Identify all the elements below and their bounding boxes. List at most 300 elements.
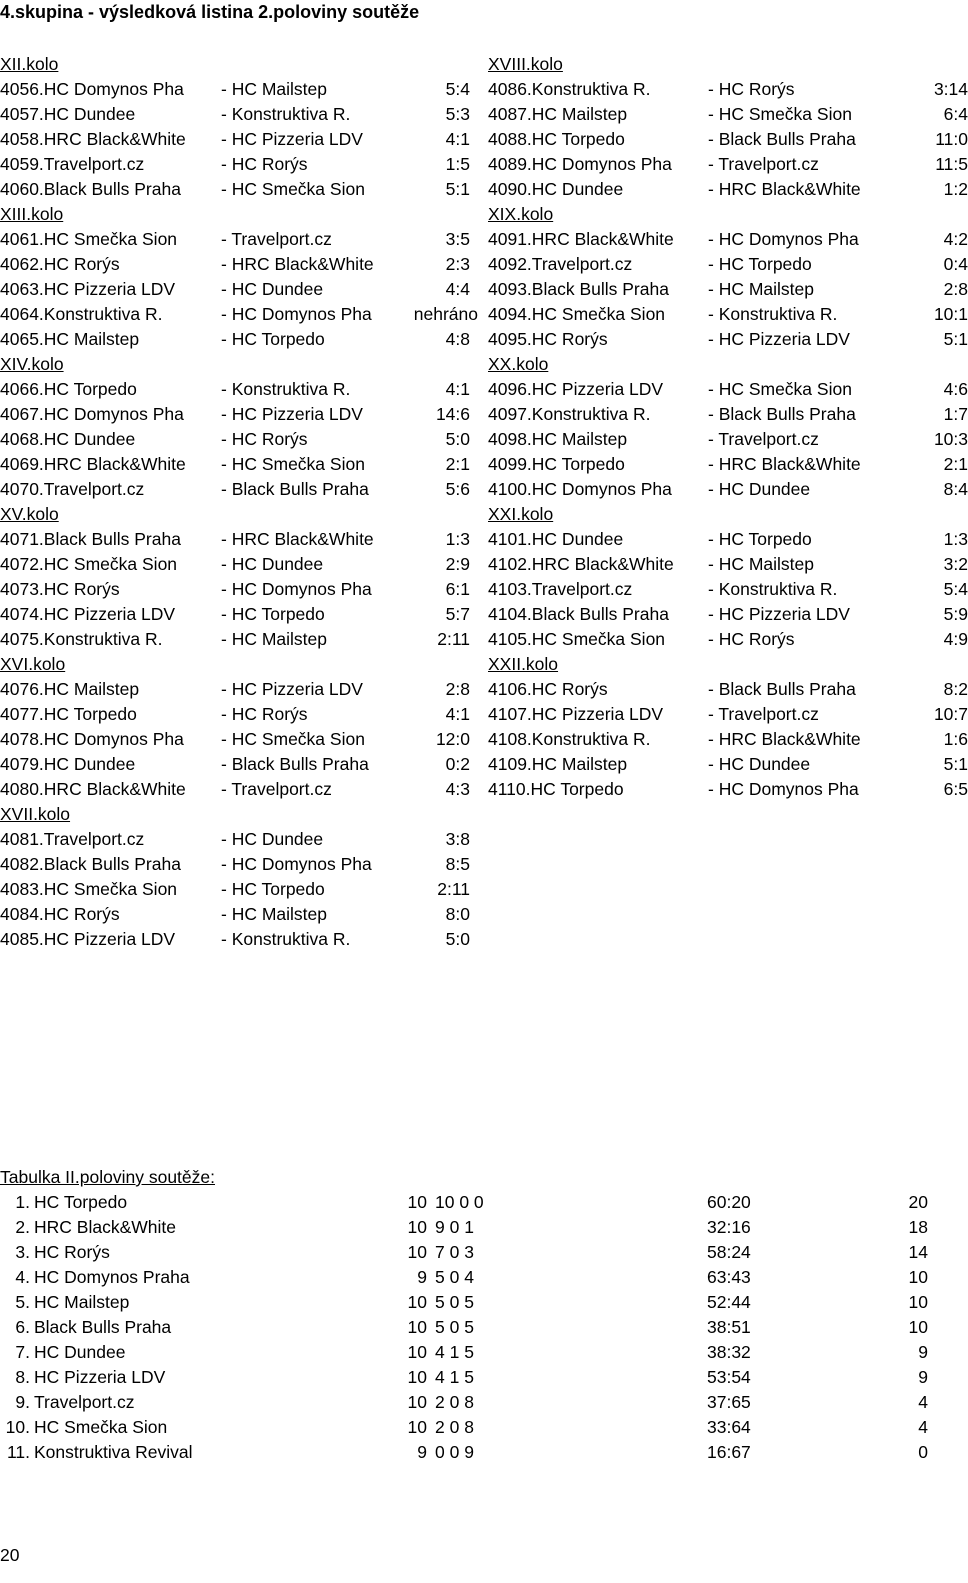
standings-goals: 38:32 <box>707 1342 751 1362</box>
standings-games: 10 <box>407 1417 427 1437</box>
match-row <box>0 927 470 952</box>
round-block <box>488 202 968 349</box>
match-row <box>0 877 470 902</box>
standings-position: 4. <box>15 1267 30 1287</box>
standings-goals: 53:54 <box>707 1367 751 1387</box>
round-title: XII.kolo <box>0 54 59 74</box>
standings-games: 9 <box>417 1442 427 1462</box>
match-row <box>0 827 470 852</box>
match-away: - HC Dundee <box>221 279 324 299</box>
match-score: 6:1 <box>445 579 470 599</box>
standings-position: 11. <box>6 1442 30 1462</box>
match-away: - Travelport.cz <box>221 229 332 249</box>
match-home: 4061.HC Smečka Sion <box>0 229 178 249</box>
match-away: - HC Rorýs <box>221 154 308 174</box>
match-score: 5:1 <box>943 329 968 349</box>
match-score: 8:0 <box>445 904 470 924</box>
standings-record: 10 0 0 <box>435 1192 484 1212</box>
match-score: 1:6 <box>943 729 968 749</box>
standings-points: 9 <box>918 1367 928 1387</box>
match-score: 4:9 <box>943 629 968 649</box>
standings-games: 10 <box>407 1392 427 1412</box>
standings-position: 6. <box>15 1317 30 1337</box>
match-home: 4105.HC Smečka Sion <box>488 629 666 649</box>
match-score: 1:3 <box>445 529 470 549</box>
match-score: 5:9 <box>943 604 968 624</box>
standings-goals: 33:64 <box>707 1417 751 1437</box>
round-title: XIII.kolo <box>0 204 64 224</box>
standings-position: 3. <box>15 1242 30 1262</box>
round-title: XXI.kolo <box>488 504 554 524</box>
standings-points: 4 <box>918 1417 928 1437</box>
match-home: 4088.HC Torpedo <box>488 129 625 149</box>
match-score: 11:5 <box>935 154 968 174</box>
round-block <box>488 352 968 499</box>
round-block <box>488 652 968 799</box>
match-away: - HC Torpedo <box>221 604 325 624</box>
match-away: - Travelport.cz <box>221 779 332 799</box>
match-away: - Black Bulls Praha <box>708 129 856 149</box>
match-home: 4075.Konstruktiva R. <box>0 629 163 649</box>
match-home: 4084.HC Rorýs <box>0 904 120 924</box>
match-row <box>488 627 968 652</box>
match-row <box>0 427 470 452</box>
match-score: 5:3 <box>445 104 470 124</box>
match-score: 4:1 <box>445 379 470 399</box>
match-away: - HC Pizzeria LDV <box>708 329 850 349</box>
match-row <box>488 752 968 777</box>
standings-games: 10 <box>407 1242 427 1262</box>
match-away: - HC Torpedo <box>708 529 812 549</box>
standings-position: 10. <box>5 1417 30 1437</box>
standings-record: 5 0 5 <box>435 1317 474 1337</box>
standings-goals: 16:67 <box>707 1442 751 1462</box>
match-score: 1:3 <box>943 529 968 549</box>
match-home: 4072.HC Smečka Sion <box>0 554 178 574</box>
standings-record: 4 1 5 <box>435 1342 474 1362</box>
match-away: - HC Smečka Sion <box>221 179 365 199</box>
round-block <box>488 502 968 649</box>
match-away: - HC Smečka Sion <box>221 729 365 749</box>
standings-position: 8. <box>15 1367 30 1387</box>
match-away: - HRC Black&White <box>221 529 374 549</box>
standings-points: 4 <box>918 1392 928 1412</box>
match-away: - HRC Black&White <box>708 729 861 749</box>
match-score: 5:1 <box>445 179 470 199</box>
standings-goals: 38:51 <box>707 1317 751 1337</box>
match-row <box>488 702 968 727</box>
round-block <box>0 802 470 949</box>
match-score: 1:7 <box>943 404 968 424</box>
standings-games: 10 <box>407 1367 427 1387</box>
match-home: 4066.HC Torpedo <box>0 379 137 399</box>
match-row <box>0 252 470 277</box>
standings-goals: 58:24 <box>707 1242 751 1262</box>
standings-goals: 37:65 <box>707 1392 751 1412</box>
match-row <box>488 177 968 202</box>
match-score: 8:5 <box>445 854 470 874</box>
match-score: 3:2 <box>943 554 968 574</box>
match-away: - HC Domynos Pha <box>221 854 372 874</box>
standings-record: 2 0 8 <box>435 1417 474 1437</box>
match-home: 4087.HC Mailstep <box>488 104 628 124</box>
standings-position: 1. <box>15 1192 30 1212</box>
match-away: - HRC Black&White <box>708 454 861 474</box>
round-block <box>0 202 478 349</box>
match-home: 4085.HC Pizzeria LDV <box>0 929 176 949</box>
standings-points: 0 <box>918 1442 928 1462</box>
match-row <box>488 527 968 552</box>
standings-team: HC Mailstep <box>34 1292 130 1312</box>
match-away: - Black Bulls Praha <box>708 679 856 699</box>
standings-games: 10 <box>407 1292 427 1312</box>
standings-row <box>0 1290 960 1315</box>
match-away: - HC Dundee <box>221 829 324 849</box>
match-away: - Travelport.cz <box>708 429 819 449</box>
match-score: 11:0 <box>935 129 968 149</box>
match-score: 5:4 <box>445 79 470 99</box>
match-home: 4079.HC Dundee <box>0 754 136 774</box>
results-column-left <box>0 52 478 952</box>
match-home: 4110.HC Torpedo <box>488 779 624 799</box>
match-score: 8:2 <box>943 679 968 699</box>
match-row <box>488 102 968 127</box>
match-home: 4057.HC Dundee <box>0 104 136 124</box>
match-score: 6:5 <box>943 779 968 799</box>
match-home: 4091.HRC Black&White <box>488 229 674 249</box>
match-score: 4:3 <box>445 779 470 799</box>
match-row <box>488 477 968 502</box>
match-row <box>0 402 470 427</box>
match-away: - HC Domynos Pha <box>221 579 372 599</box>
match-score: 4:1 <box>445 129 470 149</box>
match-away: - HC Dundee <box>221 554 324 574</box>
match-row <box>0 677 470 702</box>
match-row <box>0 327 470 352</box>
match-score: 4:6 <box>943 379 968 399</box>
match-row <box>0 452 470 477</box>
match-score: 4:2 <box>943 229 968 249</box>
match-row <box>488 277 968 302</box>
standings-record: 7 0 3 <box>435 1242 474 1262</box>
match-home: 4098.HC Mailstep <box>488 429 628 449</box>
round-title: XX.kolo <box>488 354 549 374</box>
match-home: 4095.HC Rorýs <box>488 329 608 349</box>
standings-points: 10 <box>908 1292 928 1312</box>
match-away: - HC Mailstep <box>708 279 814 299</box>
match-row <box>488 127 968 152</box>
match-home: 4069.HRC Black&White <box>0 454 186 474</box>
match-home: 4099.HC Torpedo <box>488 454 625 474</box>
standings-record: 0 0 9 <box>435 1442 474 1462</box>
standings-team: HC Torpedo <box>34 1192 128 1212</box>
standings-position: 5. <box>15 1292 30 1312</box>
match-score: 4:1 <box>445 704 470 724</box>
standings-points: 10 <box>908 1317 928 1337</box>
match-home: 4089.HC Domynos Pha <box>488 154 672 174</box>
match-away: - HC Mailstep <box>221 629 327 649</box>
match-row <box>0 302 478 327</box>
round-title: XVII.kolo <box>0 804 71 824</box>
match-row <box>0 777 470 802</box>
standings-row <box>0 1390 960 1415</box>
match-score: 2:3 <box>445 254 470 274</box>
match-score: 10:7 <box>933 704 968 724</box>
standings-goals: 63:43 <box>707 1267 751 1287</box>
match-away: - Travelport.cz <box>708 154 819 174</box>
match-home: 4090.HC Dundee <box>488 179 624 199</box>
match-home: 4106.HC Rorýs <box>488 679 608 699</box>
match-home: 4108.Konstruktiva R. <box>488 729 651 749</box>
round-title: XVIII.kolo <box>488 54 563 74</box>
match-row <box>488 427 968 452</box>
round-title: XXII.kolo <box>488 654 559 674</box>
match-away: - HRC Black&White <box>708 179 861 199</box>
match-row <box>488 377 968 402</box>
standings-team: HC Pizzeria LDV <box>34 1367 166 1387</box>
match-row <box>0 377 470 402</box>
standings-points: 18 <box>908 1217 928 1237</box>
match-home: 4093.Black Bulls Praha <box>488 279 669 299</box>
match-away: - HC Torpedo <box>221 329 325 349</box>
standings-team: HC Smečka Sion <box>34 1417 168 1437</box>
match-row <box>0 552 470 577</box>
match-home: 4082.Black Bulls Praha <box>0 854 181 874</box>
match-away: - HRC Black&White <box>221 254 374 274</box>
standings-row <box>0 1340 960 1365</box>
match-home: 4104.Black Bulls Praha <box>488 604 669 624</box>
match-home: 4056.HC Domynos Pha <box>0 79 184 99</box>
standings-games: 10 <box>407 1192 427 1212</box>
match-away: - HC Pizzeria LDV <box>221 129 363 149</box>
match-row <box>488 577 968 602</box>
match-score: 2:9 <box>445 554 470 574</box>
standings-games: 10 <box>407 1217 427 1237</box>
match-row <box>488 252 968 277</box>
match-away: - Konstruktiva R. <box>221 929 351 949</box>
match-away: - HC Pizzeria LDV <box>221 404 363 424</box>
standings-points: 20 <box>908 1192 928 1212</box>
standings-goals: 52:44 <box>707 1292 751 1312</box>
match-away: - HC Smečka Sion <box>708 379 852 399</box>
match-home: 4065.HC Mailstep <box>0 329 140 349</box>
match-row <box>488 727 968 752</box>
match-home: 4070.Travelport.cz <box>0 479 145 499</box>
match-home: 4083.HC Smečka Sion <box>0 879 178 899</box>
match-row <box>488 452 968 477</box>
match-row <box>0 102 470 127</box>
match-row <box>488 302 968 327</box>
round-title: XVI.kolo <box>0 654 66 674</box>
standings-record: 9 0 1 <box>435 1217 474 1237</box>
round-block <box>488 52 968 199</box>
match-row <box>0 602 470 627</box>
match-home: 4109.HC Mailstep <box>488 754 628 774</box>
match-score: 2:1 <box>943 454 968 474</box>
match-score: 6:4 <box>943 104 968 124</box>
match-row <box>0 527 470 552</box>
match-home: 4074.HC Pizzeria LDV <box>0 604 176 624</box>
standings-games: 10 <box>407 1342 427 1362</box>
match-score: 5:1 <box>943 754 968 774</box>
match-row <box>0 852 470 877</box>
match-score: 3:8 <box>445 829 470 849</box>
match-away: - Black Bulls Praha <box>708 404 856 424</box>
match-home: 4067.HC Domynos Pha <box>0 404 184 424</box>
match-row <box>0 77 470 102</box>
match-score: 2:11 <box>437 879 470 899</box>
match-away: - HC Rorýs <box>221 429 308 449</box>
match-away: - HC Torpedo <box>221 879 325 899</box>
match-away: - Travelport.cz <box>708 704 819 724</box>
standings-record: 4 1 5 <box>435 1367 474 1387</box>
standings-team: HC Rorýs <box>34 1242 110 1262</box>
standings-table <box>0 1165 960 1465</box>
match-row <box>0 752 470 777</box>
results-column-right <box>488 52 968 802</box>
match-score: 5:4 <box>943 579 968 599</box>
standings-games: 9 <box>417 1267 427 1287</box>
match-score: nehráno <box>413 304 478 324</box>
match-row <box>488 777 968 802</box>
match-score: 0:2 <box>445 754 470 774</box>
match-home: 4086.Konstruktiva R. <box>488 79 651 99</box>
match-score: 1:5 <box>445 154 470 174</box>
standings-team: HC Domynos Praha <box>34 1267 190 1287</box>
match-away: - HC Rorýs <box>708 79 795 99</box>
standings-goals: 32:16 <box>707 1217 751 1237</box>
match-away: - HC Rorýs <box>708 629 795 649</box>
match-home: 4094.HC Smečka Sion <box>488 304 666 324</box>
match-home: 4060.Black Bulls Praha <box>0 179 181 199</box>
standings-goals: 60:20 <box>707 1192 751 1212</box>
match-row <box>488 402 968 427</box>
match-score: 4:8 <box>445 329 470 349</box>
match-away: - HC Rorýs <box>221 704 308 724</box>
match-row <box>488 327 968 352</box>
match-row <box>0 127 470 152</box>
standings-record: 2 0 8 <box>435 1392 474 1412</box>
match-score: 5:0 <box>445 429 470 449</box>
match-score: 10:1 <box>933 304 968 324</box>
match-score: 10:3 <box>933 429 968 449</box>
match-home: 4103.Travelport.cz <box>488 579 633 599</box>
match-home: 4078.HC Domynos Pha <box>0 729 184 749</box>
match-score: 3:14 <box>933 79 968 99</box>
standings-row <box>0 1240 960 1265</box>
match-score: 0:4 <box>943 254 968 274</box>
standings-team: Black Bulls Praha <box>34 1317 172 1337</box>
match-away: - Konstruktiva R. <box>708 579 838 599</box>
standings-record: 5 0 4 <box>435 1267 474 1287</box>
match-row <box>0 277 470 302</box>
standings-row <box>0 1190 960 1215</box>
match-home: 4068.HC Dundee <box>0 429 136 449</box>
match-row <box>488 552 968 577</box>
match-score: 4:4 <box>445 279 470 299</box>
standings-row <box>0 1315 960 1340</box>
standings-team: HRC Black&White <box>34 1217 176 1237</box>
standings-position: 9. <box>15 1392 30 1412</box>
match-away: - HC Mailstep <box>708 554 814 574</box>
standings-record: 5 0 5 <box>435 1292 474 1312</box>
standings-position: 7. <box>15 1342 30 1362</box>
match-home: 4097.Konstruktiva R. <box>488 404 651 424</box>
match-home: 4062.HC Rorýs <box>0 254 120 274</box>
standings-points: 14 <box>908 1242 928 1262</box>
standings-row <box>0 1440 960 1465</box>
match-row <box>0 227 470 252</box>
match-home: 4100.HC Domynos Pha <box>488 479 672 499</box>
match-home: 4107.HC Pizzeria LDV <box>488 704 664 724</box>
match-home: 4077.HC Torpedo <box>0 704 137 724</box>
match-row <box>0 727 470 752</box>
match-score: 1:2 <box>943 179 968 199</box>
match-score: 3:5 <box>445 229 470 249</box>
match-home: 4081.Travelport.cz <box>0 829 145 849</box>
match-away: - HC Pizzeria LDV <box>221 679 363 699</box>
standings-games: 10 <box>407 1317 427 1337</box>
match-away: - Konstruktiva R. <box>221 379 351 399</box>
match-row <box>0 702 470 727</box>
standings-points: 10 <box>908 1267 928 1287</box>
match-score: 12:0 <box>435 729 470 749</box>
match-row <box>488 77 968 102</box>
standings-row <box>0 1415 960 1440</box>
round-title: XIX.kolo <box>488 204 554 224</box>
standings-row <box>0 1265 960 1290</box>
round-title: XV.kolo <box>0 504 59 524</box>
match-home: 4058.HRC Black&White <box>0 129 186 149</box>
standings-row <box>0 1215 960 1240</box>
match-away: - HC Domynos Pha <box>708 779 859 799</box>
match-away: - Black Bulls Praha <box>221 479 369 499</box>
match-home: 4071.Black Bulls Praha <box>0 529 181 549</box>
match-away: - HC Mailstep <box>221 79 327 99</box>
page-number: 20 <box>0 1545 20 1565</box>
standings-title: Tabulka II.poloviny soutěže: <box>0 1167 215 1187</box>
standings-row <box>0 1365 960 1390</box>
match-score: 5:6 <box>445 479 470 499</box>
standings-team: HC Dundee <box>34 1342 126 1362</box>
match-away: - HC Mailstep <box>221 904 327 924</box>
round-block <box>0 652 470 799</box>
match-away: - HC Dundee <box>708 754 811 774</box>
match-away: - HC Pizzeria LDV <box>708 604 850 624</box>
round-title: XIV.kolo <box>0 354 64 374</box>
match-home: 4076.HC Mailstep <box>0 679 140 699</box>
match-away: - Konstruktiva R. <box>708 304 838 324</box>
page-title: 4.skupina - výsledková listina 2.poloviny soutěže <box>0 2 420 22</box>
match-score: 2:11 <box>437 629 470 649</box>
match-score: 2:8 <box>445 679 470 699</box>
match-home: 4063.HC Pizzeria LDV <box>0 279 176 299</box>
match-away: - HC Domynos Pha <box>221 304 372 324</box>
match-score: 2:8 <box>943 279 968 299</box>
match-score: 5:7 <box>445 604 470 624</box>
match-row <box>488 227 968 252</box>
match-score: 8:4 <box>943 479 968 499</box>
match-away: - HC Smečka Sion <box>708 104 852 124</box>
match-away: - HC Torpedo <box>708 254 812 274</box>
match-row <box>488 152 968 177</box>
match-away: - HC Smečka Sion <box>221 454 365 474</box>
match-home: 4096.HC Pizzeria LDV <box>488 379 664 399</box>
match-row <box>488 677 968 702</box>
match-away: - HC Dundee <box>708 479 811 499</box>
match-home: 4092.Travelport.cz <box>488 254 633 274</box>
match-away: - HC Domynos Pha <box>708 229 859 249</box>
